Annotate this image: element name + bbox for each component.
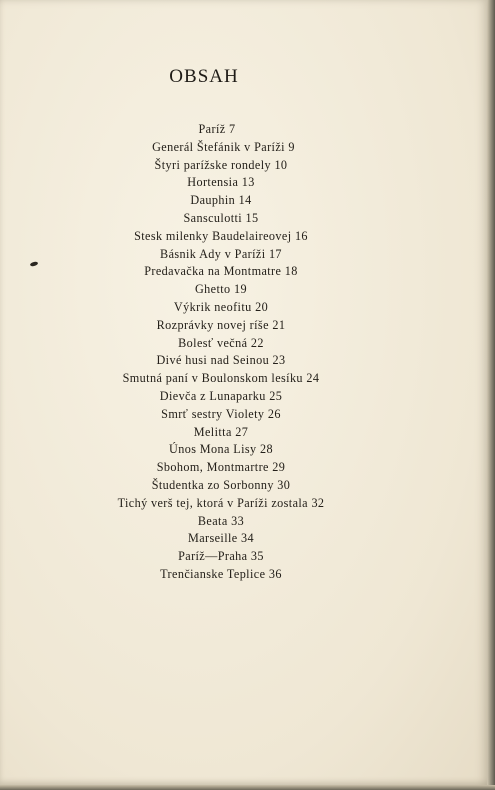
toc-entry-title: Hortensia [187,175,239,190]
toc-entry-page: 23 [272,353,286,368]
toc-entry-page: 33 [231,513,245,528]
toc-entry [0,566,442,584]
toc-entry-title: Marseille [187,531,238,546]
toc-entry-page: 20 [255,299,269,314]
toc-entry-title: Generál Štefánik v Paríži [152,139,285,154]
toc-entry-page: 32 [311,495,325,510]
toc-entry [0,299,442,317]
toc-entry-page: 21 [272,317,286,332]
toc-entry-page: 17 [268,246,282,261]
toc-entry [0,352,442,370]
toc-entry-title: Beata [197,513,228,528]
toc-entry-title: Bolesť večná [178,335,248,350]
toc-entry [0,530,442,548]
toc-entry-page: 29 [272,460,286,475]
toc-entry-page: 35 [250,549,264,564]
toc-entry-page: 7 [229,122,236,136]
toc-entry-title: Stesk milenky Baudelaireovej [134,228,292,243]
toc-entry-title: Štyri parížske rondely [154,157,271,172]
toc-entry-title: Predavačka na Montmatre [144,264,282,279]
toc-entry [0,424,442,442]
toc-entry-page: 34 [241,531,255,546]
toc-entry-title: Paríž [198,122,226,136]
toc-entry-page: 30 [277,477,291,492]
toc-entry [0,370,442,388]
toc-entry [0,548,442,566]
toc-entry [0,228,442,246]
toc-entry [0,246,442,264]
toc-entry-title: Tichý verš tej, ktorá v Paríži zostala [117,495,308,510]
toc-entry-page: 36 [268,566,282,581]
toc-entry-title: Paríž—Praha [178,549,248,564]
toc-entry-title: Študentka zo Sorbonny [151,477,274,492]
toc-entry-page: 22 [250,335,264,350]
toc-entry-page: 26 [267,406,281,421]
toc-entry-page: 19 [234,282,248,297]
toc-entry-page: 16 [294,228,308,243]
page-bottom-edge [0,785,495,790]
toc-entry-title: Výkrik neofitu [173,299,252,314]
toc-entry [0,406,442,424]
toc-entry-title: Melitta [193,424,232,439]
toc-entry-page: 28 [259,442,273,457]
toc-entry-title: Divé husi nad Seinou [156,353,270,368]
toc-entry-title: Rozprávky novej ríše [156,317,269,332]
toc-entry-page: 27 [235,424,249,439]
toc-entry [0,210,442,228]
toc-entry [0,513,442,531]
toc-entry-title: Trenčianske Teplice [160,566,266,581]
toc-entry-page: 24 [306,371,320,386]
toc-entry [0,441,442,459]
toc-entry [0,157,442,175]
toc-entry-title: Únos Mona Lisy [169,442,257,457]
toc-entry-page: 14 [238,193,252,208]
toc-entry [0,263,442,281]
toc-entry-page: 10 [274,157,288,172]
table-of-contents [0,121,442,584]
toc-entry-title: Sbohom, Montmartre [156,460,269,475]
toc-entry-page: 13 [241,175,255,190]
page-edge [487,0,495,790]
toc-entry-title: Ghetto [194,282,231,297]
toc-entry-title: Sansculotti [183,210,243,225]
toc-entry [0,495,442,513]
toc-entry-title: Básnik Ady v Paríži [160,246,266,261]
toc-entry-title: Dievča z Lunaparku [159,388,266,403]
contents-heading: OBSAH [169,66,239,87]
toc-entry [0,139,442,157]
toc-entry [0,281,442,299]
toc-entry-title: Smutná paní v Boulonskom lesíku [122,371,303,386]
toc-entry-page: 18 [284,264,298,279]
toc-entry [0,388,442,406]
toc-entry [0,317,442,335]
toc-entry-page: 15 [245,210,259,225]
toc-entry-page: 9 [288,139,295,154]
toc-entry-title: Smrť sestry Violety [161,406,265,421]
toc-entry [0,121,442,139]
toc-entry-title: Dauphin [190,193,236,208]
toc-entry [0,174,442,192]
toc-entry [0,459,442,477]
toc-entry [0,477,442,495]
toc-entry [0,192,442,210]
toc-entry [0,335,442,353]
toc-entry-page: 25 [269,388,283,403]
